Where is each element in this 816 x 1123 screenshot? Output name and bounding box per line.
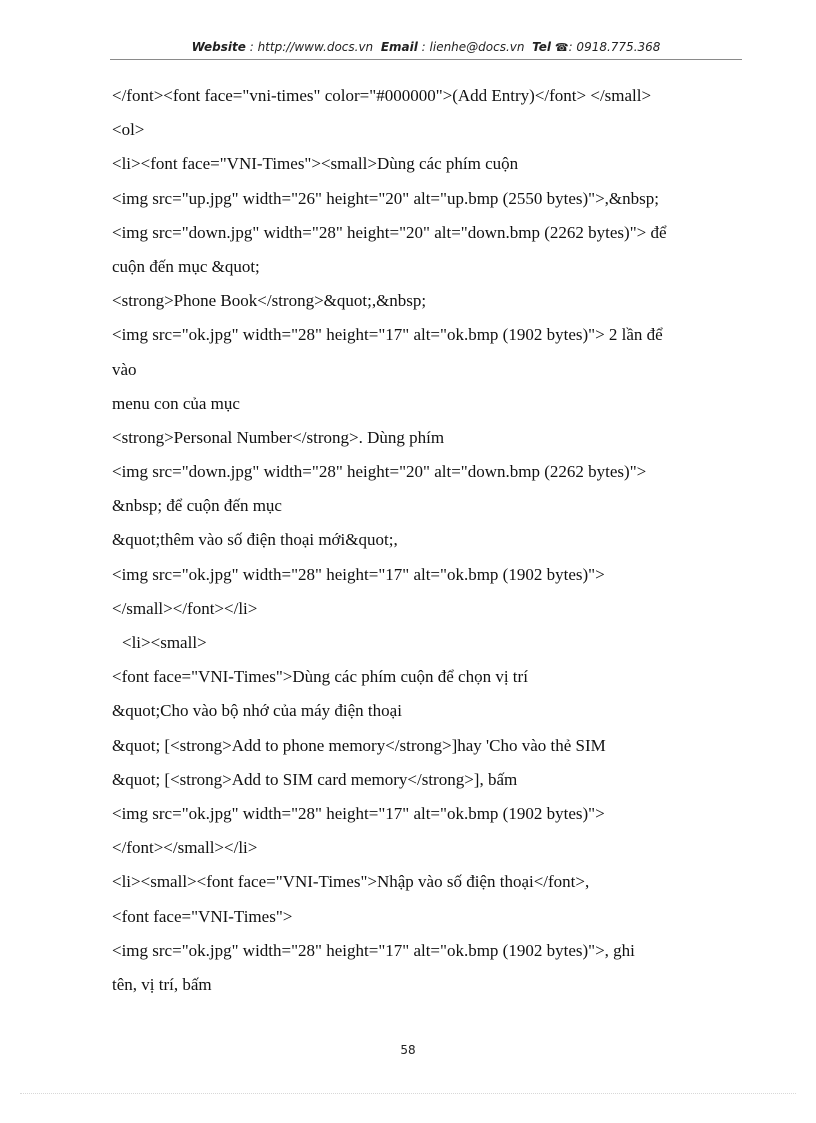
- text-line: <img src="down.jpg" width="28" height="20" alt="down.bmp (2262 bytes)">: [112, 462, 647, 482]
- text-line: </font><font face="vni-times" color="#000000">(Add Entry)</font> </small>: [112, 86, 652, 105]
- phone-icon: ☎: [554, 41, 569, 54]
- page-header: [110, 40, 742, 54]
- text-line: &nbsp; để cuộn đến mục: [112, 496, 282, 516]
- text-line: <strong>Personal Number</strong>. Dùng phím: [112, 427, 445, 447]
- email-label: Email: [380, 40, 418, 54]
- text-line: &quot; [<strong>Add to phone memory</strong>]hay 'Cho vào thẻ SIM: [112, 735, 606, 755]
- text-line: <img src="ok.jpg" width="28" height="17" alt="ok.bmp (1902 bytes)"> 2 lần để: [112, 325, 663, 345]
- website-value: : http://www.docs.vn: [249, 40, 374, 54]
- text-line: <font face="VNI-Times">: [112, 906, 293, 926]
- text-line: </small></font></li>: [112, 598, 258, 618]
- text-line: <img src="ok.jpg" width="28" height="17" alt="ok.bmp (1902 bytes)">, ghi: [112, 940, 635, 960]
- text-line: <li><font face="VNI-Times"><small>Dùng các phím cuộn: [112, 154, 519, 174]
- text-line: <strong>Phone Book</strong>&quot;,&nbsp;: [112, 291, 427, 311]
- tel-value: : 0918.775.368: [568, 40, 661, 54]
- text-line: <img src="ok.jpg" width="28" height="17" alt="ok.bmp (1902 bytes)">: [112, 803, 605, 823]
- text-line: <ol>: [112, 120, 145, 140]
- tel-label: Tel: [532, 40, 552, 54]
- text-line: vào: [112, 359, 137, 379]
- text-line: &quot; [<strong>Add to SIM card memory</strong>], bấm: [112, 769, 518, 789]
- text-line: <img src="up.jpg" width="26" height="20" alt="up.bmp (2550 bytes)">,&nbsp;: [112, 188, 659, 208]
- text-line: menu con của mục: [112, 393, 240, 413]
- page-number: 58: [400, 1043, 416, 1057]
- text-line: <li><small>: [122, 633, 207, 652]
- text-line: tên, vị trí, bấm: [112, 974, 212, 994]
- text-line: <img src="ok.jpg" width="28" height="17" alt="ok.bmp (1902 bytes)">: [112, 564, 605, 584]
- text-line: &quot;Cho vào bộ nhớ của máy điện thoại: [112, 701, 402, 721]
- text-line: <font face="VNI-Times">Dùng các phím cuộn để chọn vị trí: [112, 667, 528, 687]
- text-line: <li><small><font face="VNI-Times">Nhập vào số điện thoại</font>,: [112, 872, 590, 892]
- document-body: [112, 79, 732, 1002]
- footer-divider: [20, 1093, 796, 1094]
- text-line: </font></small></li>: [112, 838, 258, 858]
- website-label: Website: [191, 40, 246, 54]
- text-line: <img src="down.jpg" width="28" height="20" alt="down.bmp (2262 bytes)"> để: [112, 222, 667, 242]
- text-line: &quot;thêm vào số điện thoại mới&quot;,: [112, 530, 398, 550]
- header-divider: [110, 59, 742, 60]
- text-line: cuộn đến mục &quot;: [112, 256, 260, 276]
- email-value: : lienhe@docs.vn: [421, 40, 525, 54]
